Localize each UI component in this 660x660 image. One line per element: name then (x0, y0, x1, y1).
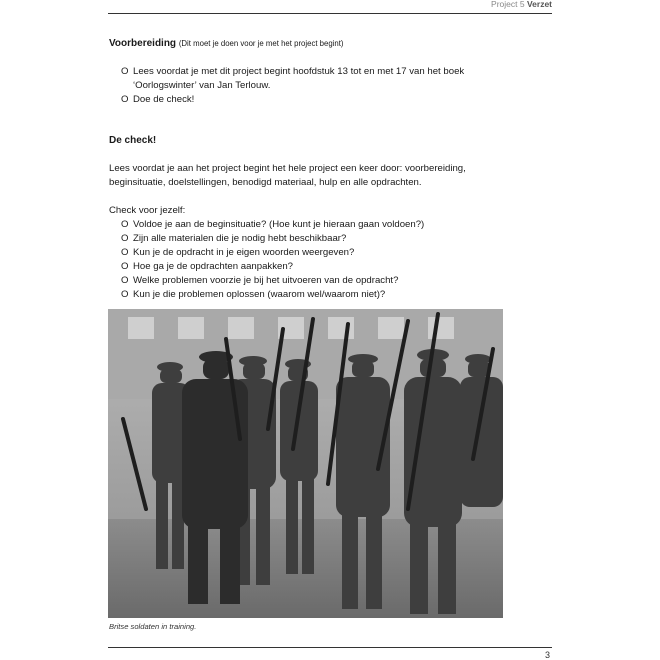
check-intro: Lees voordat je aan het project begint het hele project een keer door: voorbereiding, beginsituatie, doelstellingen, benodigd materiaal, hulp en alle opdrachten. (109, 163, 466, 188)
voorbereiding-subtitle: (Dit moet je doen voor je met het project begint) (178, 39, 344, 48)
list-item (121, 274, 513, 288)
header-project: Project 5 (491, 0, 525, 9)
list-item (121, 288, 513, 302)
photo-caption: Britse soldaten in training. (109, 622, 197, 631)
voorbereiding-heading (109, 38, 344, 49)
page-number: 3 (544, 650, 550, 660)
voorbereiding-list (121, 65, 513, 107)
list-item-text: Doe de check! (133, 94, 195, 105)
list-item (121, 260, 513, 274)
bullet-icon: O (121, 247, 129, 258)
list-item-text: Zijn alle materialen die je nodig hebt beschikbaar? (133, 233, 347, 244)
footer-rule (108, 647, 552, 648)
header-topic: Verzet (526, 0, 552, 9)
list-item (121, 232, 513, 246)
bullet-icon: O (121, 261, 129, 272)
list-item (121, 93, 513, 107)
running-header (491, 0, 552, 9)
voorbereiding-title: Voorbereiding (109, 38, 177, 49)
list-item-text: Kun je de opdracht in je eigen woorden weergeven? (133, 247, 355, 258)
list-item-text: Lees voordat je met dit project begint hoofdstuk 13 tot en met 17 van het boek ‘Oorlogswinter’ van Jan Terlouw. (133, 66, 465, 91)
list-item-text: Kun je die problemen oplossen (waarom wel/waarom niet)? (133, 289, 386, 300)
check-list (121, 218, 513, 302)
list-item-text: Voldoe je aan de beginsituatie? (Hoe kunt je hieraan gaan voldoen?) (133, 219, 425, 230)
check-title: De check! (109, 135, 157, 146)
soldiers-photo (108, 309, 503, 618)
bullet-icon: O (121, 66, 129, 77)
list-item-text: Hoe ga je de opdrachten aanpakken? (133, 261, 294, 272)
list-item (121, 65, 513, 93)
bullet-icon: O (121, 94, 129, 105)
bullet-icon: O (121, 233, 129, 244)
soldiers-photo-illustration (108, 309, 503, 618)
list-item-text: Welke problemen voorzie je bij het uitvoeren van de opdracht? (133, 275, 399, 286)
bullet-icon: O (121, 219, 129, 230)
check-self-label: Check voor jezelf: (109, 205, 186, 216)
check-heading (109, 135, 156, 146)
header-rule (108, 13, 552, 14)
list-item (121, 218, 513, 232)
bullet-icon: O (121, 289, 129, 300)
bullet-icon: O (121, 275, 129, 286)
list-item (121, 246, 513, 260)
